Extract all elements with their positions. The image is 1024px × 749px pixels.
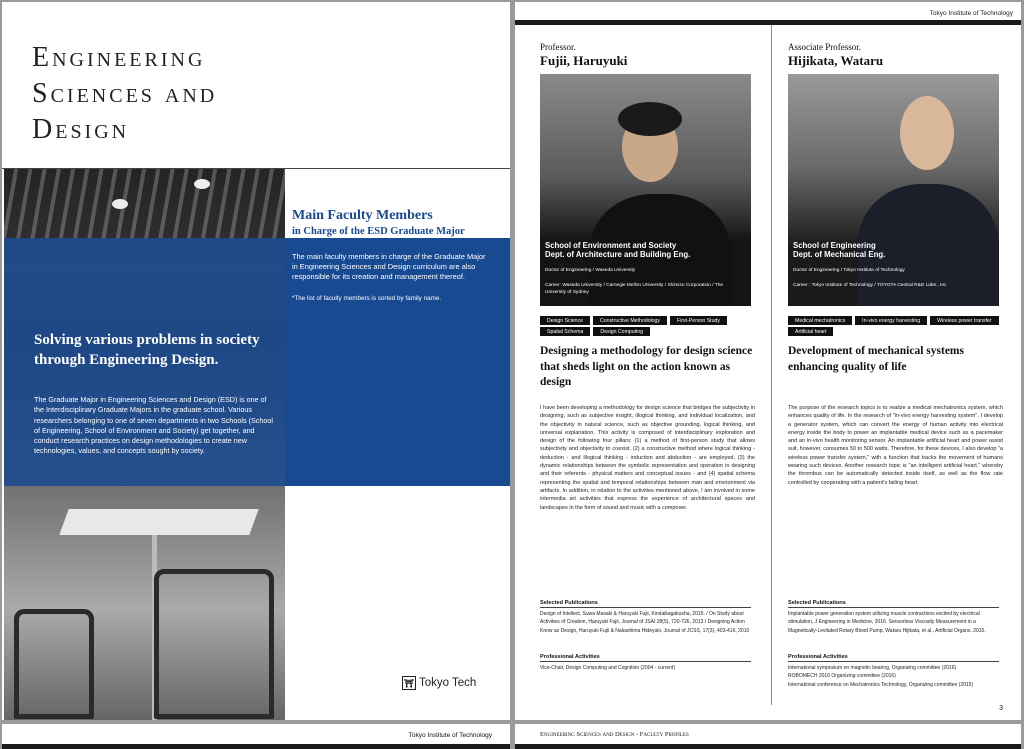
professor-portrait: [788, 74, 999, 306]
publications-text: Implantable power generation system utilizing muscle contractions excited by electrical stimulation, J Engineering in Medicine, 2016. Sensorless Viscosity Measurement in a Magnetically-Levitated Rotary Blood Pump, Wataru Hijikata, et al., Artificial Organs. 2015.: [788, 611, 986, 634]
activities-heading: Professional Activities: [540, 654, 751, 662]
professor-rank: Associate Professor.: [788, 42, 861, 52]
publications-heading: Selected Publications: [540, 600, 751, 608]
research-title: Development of mechanical systems enhancing quality of life: [788, 345, 964, 373]
left-footer-text: Tokyo Institute of Technology: [408, 732, 492, 739]
keyword-tag: First-Person Study: [670, 316, 727, 325]
keyword-tag: Wireless power transfer: [930, 316, 998, 325]
intro-text: The Graduate Major in Engineering Sciences and Design (ESD) is one of the Interdisciplinary Graduate Majors in the graduate school. Various researchers belonging to one of seven departments in two Schools (School of Engineering, School of Environment and Society) get together, and conduct research practices on design methodologies to create new technologies, values, and concepts sought by society.: [34, 395, 273, 456]
professor-department: [793, 241, 885, 259]
main-faculty-subtitle: in Charge of the ESD Graduate Major: [292, 226, 465, 237]
keyword-tag: Design Science: [540, 316, 590, 325]
slogan: Solving various problems in society through Engineering Design.: [34, 332, 260, 368]
activities-text: Vice-Chair, Design Computing and Cognition (2004 - current): [540, 665, 675, 671]
footer-bar: [2, 744, 510, 749]
keyword-tags: [540, 316, 770, 336]
professor-name: Fujii, Haruyuki: [540, 53, 628, 68]
right-page-footer: [515, 724, 1021, 749]
professor-portrait: [540, 74, 751, 306]
photo-ceiling-light: [112, 199, 128, 209]
professor-department: [545, 241, 690, 259]
tokyo-tech-logo: [402, 676, 476, 690]
keyword-tag: Constructive Methodology: [593, 316, 667, 325]
department-line-1: School of Engineering: [793, 241, 876, 250]
research-body: The purpose of the research topics is to realize a medical mechatronics system, which enhances quality of life. In the research of "in-vivo energy harvesting system", I develop a generator system, which can convert the energy of human activity into electrical energy inside the body to power an implantable medical device such as a pacemaker and an in-vivo health monitoring sensor. An implantable artificial heart and power assist suit, however, consumes 50 to 500 watts. Therefore, for these devices, I also develop "a wireless power transfer system," with a function that tracks the movement of humans wearing such devices. Another research topic is "an intelligent artificial heart," whereby the thrombus can be automatically detected inside itself, as well as the flow rate controlled by cooperating with a patient's failing heart.: [788, 405, 1003, 486]
title-line-3: Design: [32, 114, 130, 145]
title-line-1: Engineering: [32, 42, 206, 73]
professor-degree: Doctor of Engineering / Tokyo Institute of Technology: [793, 268, 905, 273]
keyword-tag: Design Computing: [593, 327, 650, 336]
department-line-2: Dept. of Architecture and Building Eng.: [545, 250, 691, 259]
publications-heading: Selected Publications: [788, 600, 999, 608]
profile-fujii: [540, 2, 780, 720]
professor-rank: Professor.: [540, 42, 576, 52]
keyword-tag: Spatial Schema: [540, 327, 590, 336]
activity-item: International symposium on magnetic bearing, Organizing committee (2016): [788, 665, 957, 671]
footer-bar: [515, 744, 1021, 749]
photo-table: [59, 509, 258, 535]
photo-chair: [154, 569, 274, 719]
main-faculty-text: The main faculty members in charge of the Graduate Major in Engineering Sciences and Design curriculum are also responsible for its creation and management thereof.: [292, 252, 486, 281]
photo-ceiling-light: [194, 179, 210, 189]
title-line-2: Sciences and: [32, 78, 218, 109]
department-line-1: School of Environment and Society: [545, 241, 677, 250]
main-faculty-title: Main Faculty Members: [292, 208, 433, 223]
photo-ceiling: [4, 169, 285, 239]
page-number: 3: [999, 705, 1003, 712]
right-page: [515, 2, 1021, 720]
keyword-tags: [788, 316, 1018, 336]
department-line-2: Dept. of Mechanical Eng.: [793, 250, 886, 259]
activity-item: ROBOMECH 2016 Organizing committee (2016): [788, 673, 896, 680]
page-header: Tokyo Institute of Technology: [929, 10, 1013, 17]
activity-item: International conference on Mechatronics Technology, Organizing committee (2015): [788, 681, 974, 688]
activities-list: [788, 664, 999, 689]
portrait-hair: [618, 102, 682, 136]
main-faculty-note: *The list of faculty members is sorted by family name.: [292, 295, 442, 302]
activities-heading: Professional Activities: [788, 654, 999, 662]
professor-name: Hijikata, Wataru: [788, 53, 884, 68]
profile-hijikata: [788, 2, 1021, 720]
brochure-title: [32, 40, 492, 148]
professor-career: Career : Tokyo Institute of Technology / TOYOTA Central R&D Labs., Inc: [793, 283, 947, 288]
photo-chair: [14, 609, 94, 719]
keyword-tag: Medical mechatronics: [788, 316, 852, 325]
keyword-tag: In-vivo energy harvesting: [855, 316, 927, 325]
keyword-tag: Artificial heart: [788, 327, 833, 336]
research-body: I have been developing a methodology for design science that bridges the subjectivity in designing, such as subjective insight, illogical thinking, and individual localization, and the objectivity in natural science, such as objective grounding, logical thinking, and universal explanation. This activity is composed of interdisciplinary exploration and design of the following four pillars; (1) a method of first-person study that allows subjectivity and objectivity to coexist, (2) a constructive method where logical thinking - deduction - and illogical thinking - induction and abduction - are employed, (3) the dynamic relationships between the symbolic representation and operation in designing and their referents - physical matters and conceptual issues - and (4) spatial schema representing the spatial and temporal relationships between man and environment via artifacts. In addition, in relation to the activities mentioned above, I am involved in some intermedia art activities that express the experience of architectural spaces and landscapes in the form of sound and music with a composer.: [540, 405, 755, 511]
left-page: [2, 2, 510, 720]
professor-degree: Doctor of Engineering / Waseda University: [545, 268, 636, 273]
left-page-footer: [2, 724, 510, 749]
tokyo-tech-logo-icon: ⛩: [402, 676, 416, 690]
research-title: Designing a methodology for design science that sheds light on the action known as design: [540, 345, 753, 388]
publications-text: Design of Intellect, Suwa Masaki & Haruyuki Fujii, Kindaikagakusha, 2015. / On Study about Activities of Creation, Haruyuki Fujii, Journal of JSAI 28(5), 720-726, 2013 / Designing Action Know as Design, Haruyuki Fujii & Nakashima Hideyuki, Journal of JCSS, 17(3), 403-416, 2010: [540, 611, 750, 634]
logo-text: Tokyo Tech: [419, 677, 477, 689]
professor-career: Career: Waseda University / Carnegie Mellon University / Shimizu Corporation / The University of Sydney: [545, 283, 724, 295]
portrait-head: [900, 96, 954, 170]
right-footer-text: Engineering Sciences and Design - Faculty Profiles: [540, 731, 689, 738]
